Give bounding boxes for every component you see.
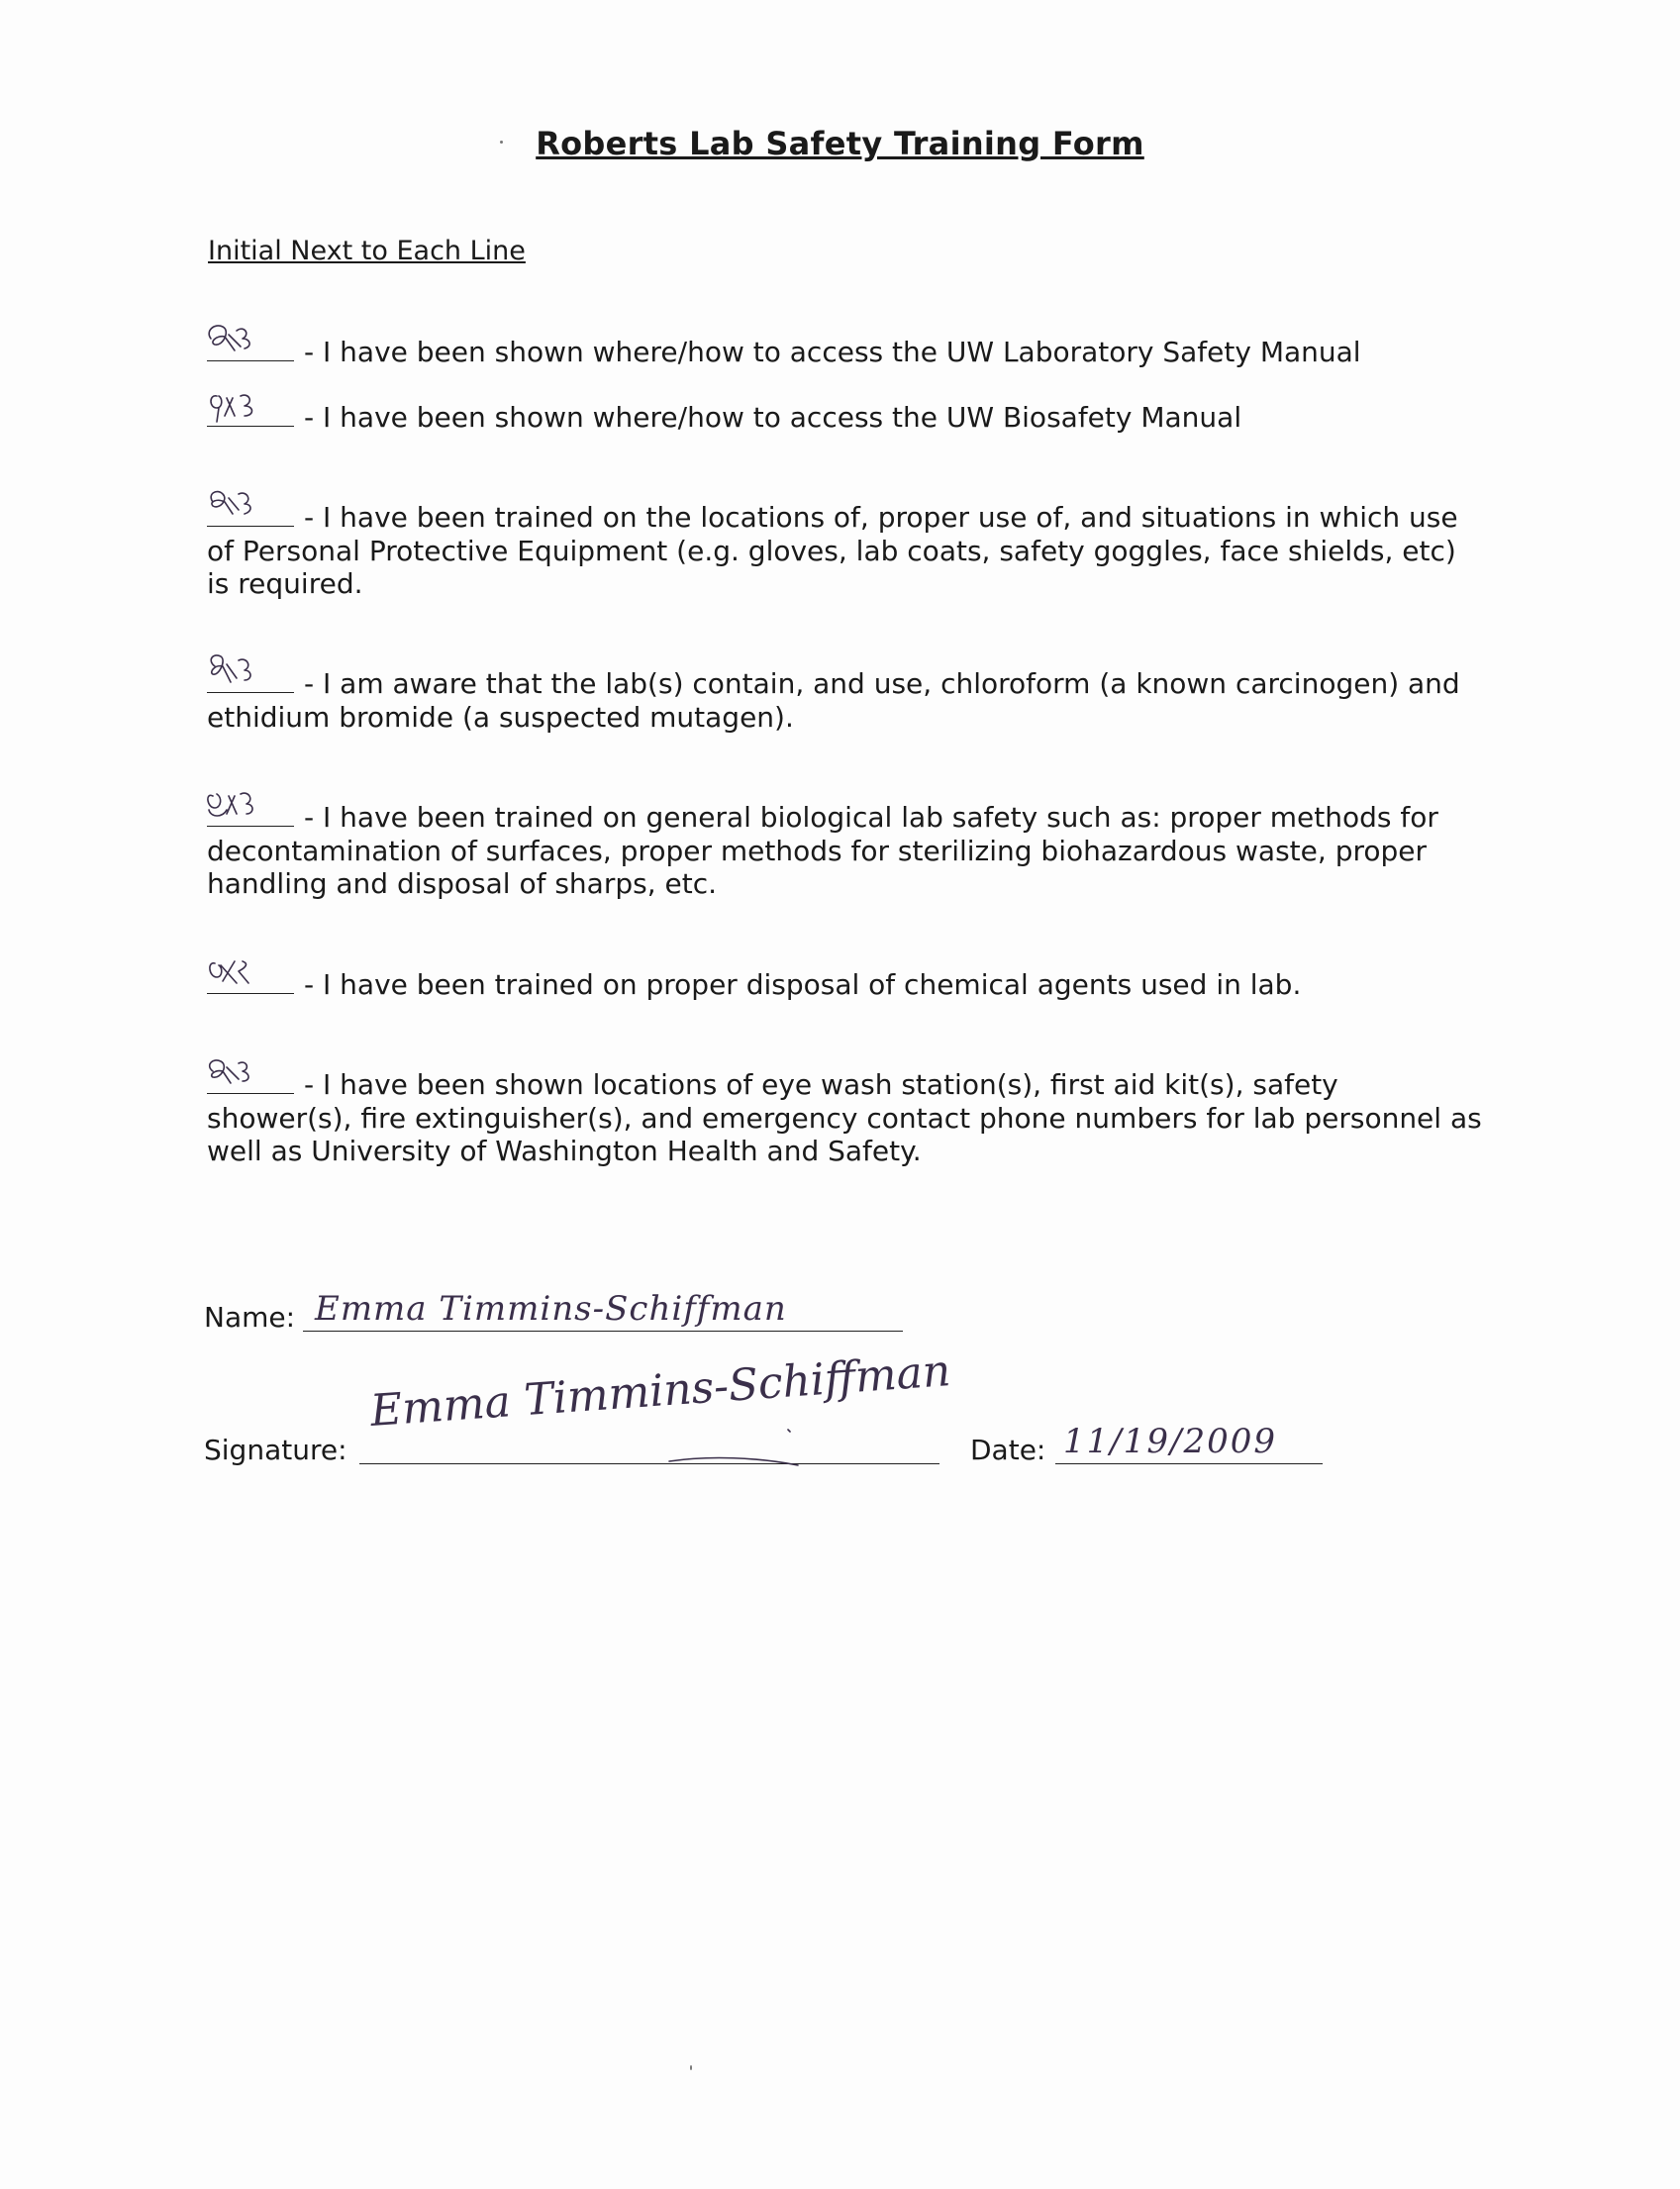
initials-field-3 (207, 498, 294, 527)
date-label: Date: (970, 1434, 1046, 1466)
date-field-value: 11/19/2009 (1063, 1422, 1277, 1461)
item-text-5: - I have been trained on general biological lab safety such as: proper methods for decontamination of surfaces, proper methods for sterilizing biohazardous waste, proper handling and disposal of sharps, etc. (207, 801, 1438, 900)
scan-speck (500, 141, 503, 144)
initials-field-7 (207, 1065, 294, 1094)
initials-field-5 (207, 798, 294, 827)
training-item-6 (207, 965, 1484, 1002)
item-text-7: - I have been shown locations of eye wash station(s), first aid kit(s), safety shower(s), fire extinguisher(s), and emergency contact phone numbers for lab personnel as well as University of Washington Health and Safety. (207, 1068, 1482, 1167)
instructions-heading: Initial Next to Each Line (208, 236, 526, 266)
name-label: Name: (204, 1301, 296, 1334)
handwritten-initials-6 (201, 949, 280, 997)
handwritten-initials-3 (201, 482, 280, 530)
training-item-2 (207, 398, 1484, 435)
date-field-line (1055, 1463, 1323, 1464)
item-text-3: - I have been trained on the locations of, proper use of, and situations in which use of Personal Protective Equipment (e.g. gloves, lab coats, safety goggles, face shields, etc) is required. (207, 501, 1458, 600)
initials-field-1 (207, 333, 294, 361)
initials-field-4 (207, 664, 294, 693)
signature-value: Emma Timmins-Schiffman (368, 1345, 952, 1437)
item-text-6: - I have been trained on proper disposal of chemical agents used in lab. (304, 968, 1302, 1001)
initials-field-2 (207, 398, 294, 427)
scan-speck (690, 2065, 692, 2070)
handwritten-initials-2 (201, 382, 280, 430)
item-text-1: - I have been shown where/how to access the UW Laboratory Safety Manual (304, 336, 1361, 368)
name-field-value: Emma Timmins-Schiffman (315, 1289, 787, 1329)
item-text-2: - I have been shown where/how to access the UW Biosafety Manual (304, 401, 1242, 434)
handwritten-initials-1 (201, 317, 280, 364)
signature-label: Signature: (204, 1434, 347, 1466)
signature-flourish-icon (372, 1386, 808, 1475)
training-item-4 (207, 664, 1484, 734)
handwritten-initials-4 (201, 648, 280, 696)
handwritten-initials-5 (201, 782, 280, 830)
form-title: Roberts Lab Safety Training Form (536, 125, 1144, 162)
handwritten-signature (368, 1345, 952, 1475)
item-text-4: - I am aware that the lab(s) contain, and use, chloroform (a known carcinogen) and ethidium bromide (a suspected mutagen). (207, 667, 1460, 734)
training-item-3 (207, 498, 1484, 601)
training-item-7 (207, 1065, 1484, 1168)
name-field-line (303, 1331, 903, 1332)
initials-field-6 (207, 965, 294, 994)
training-item-1 (207, 333, 1484, 369)
handwritten-initials-7 (201, 1049, 280, 1097)
training-item-5 (207, 798, 1484, 901)
